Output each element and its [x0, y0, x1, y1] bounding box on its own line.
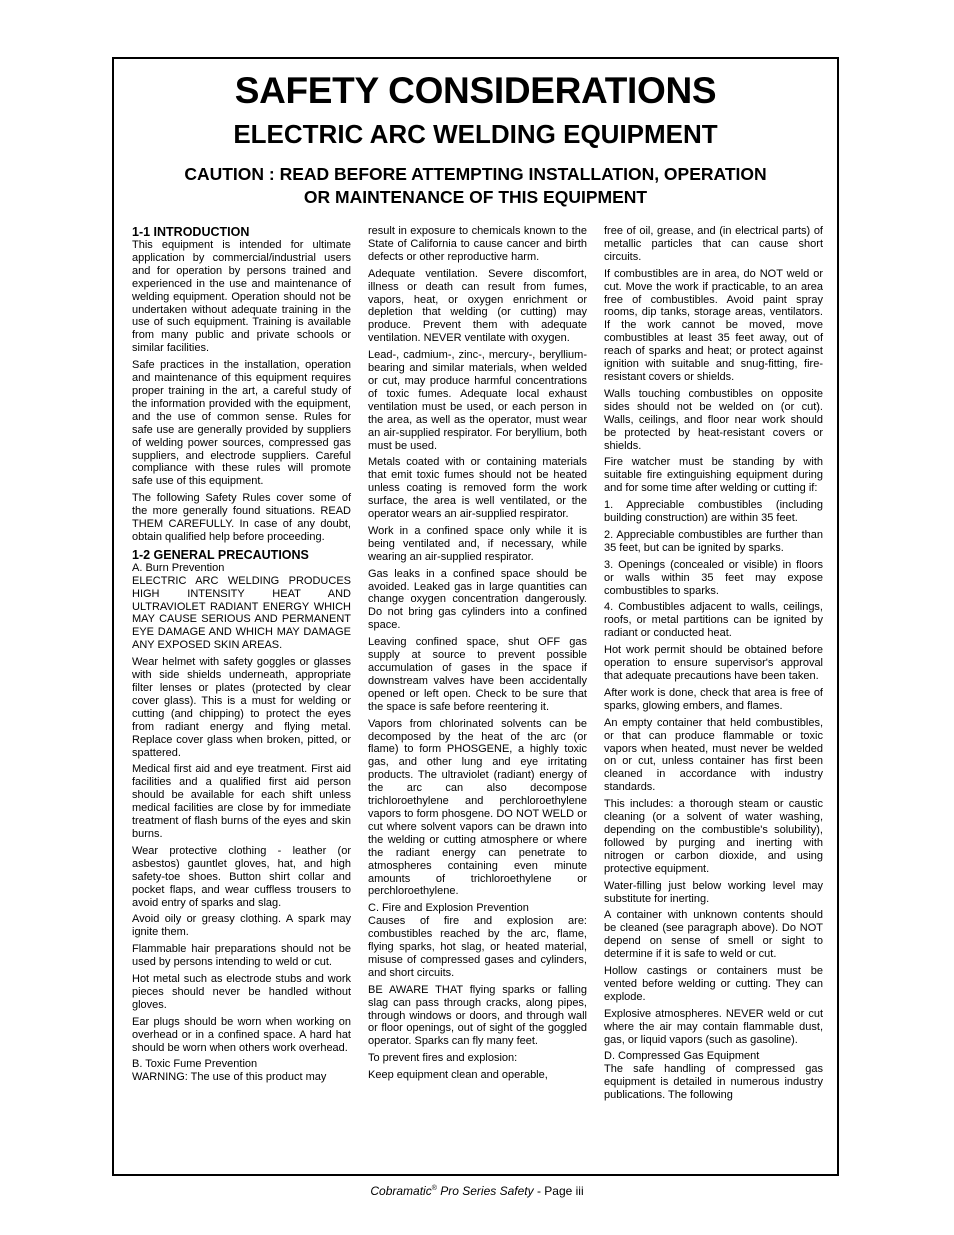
paragraph: Flammable hair preparations should not be used by persons intending to weld or cut.	[132, 943, 351, 969]
section-heading-introduction: 1-1 INTRODUCTION	[132, 225, 250, 239]
caution-heading	[114, 163, 837, 209]
paragraph: Causes of fire and explosion are: combustibles reached by the arc, flame, flying sparks, hot slag, or heated material, misuse of compressed gases and cylinders, and short circuits.	[368, 915, 587, 979]
paragraph: 4. Combustibles adjacent to walls, ceilings, roofs, or metal partitions can be ignited by radiant or conducted heat.	[604, 601, 823, 640]
footer-page-number: - Page iii	[533, 1184, 584, 1198]
caution-line-1: CAUTION : READ BEFORE ATTEMPTING INSTALLATION, OPERATION	[184, 164, 767, 184]
paragraph: Lead-, cadmium-, zinc-, mercury-, beryllium-bearing and similar materials, when welded or cut, may produce harmful concentrations of toxic fumes. Adequate local exhaust ventilation must be used, or each person in the area, as well as the operator, must wear an air-supplied respirator. For beryllium, both must be used.	[368, 349, 587, 452]
paragraph: Keep equipment clean and operable,	[368, 1069, 548, 1082]
footer-series: Pro Series Safety	[436, 1184, 534, 1198]
page-title: SAFETY CONSIDERATIONS	[234, 70, 717, 111]
subsection-heading-compressed-gas: D. Compressed Gas Equipment	[604, 1050, 760, 1063]
caution-line-2: OR MAINTENANCE OF THIS EQUIPMENT	[303, 187, 648, 207]
page-subtitle: ELECTRIC ARC WELDING EQUIPMENT	[233, 119, 718, 149]
column-2	[368, 225, 587, 1086]
paragraph: To prevent fires and explosion:	[368, 1052, 518, 1065]
paragraph: Avoid oily or greasy clothing. A spark may ignite them.	[132, 913, 351, 939]
paragraph: free of oil, grease, and (in electrical parts) of metallic particles that can cause short circuits.	[604, 225, 823, 263]
paragraph: 2. Appreciable combustibles are further than 35 feet, but can be ignited by sparks.	[604, 528, 823, 554]
paragraph: ELECTRIC ARC WELDING PRODUCES HIGH INTENSITY HEAT AND ULTRAVIOLET RADIANT ENERGY WHICH MAY CAUSE SERIOUS AND PERMANENT EYE DAMAGE AND WHICH MAY DAMAGE ANY EXPOSED SKIN AREAS.	[132, 574, 351, 652]
column-3	[604, 225, 823, 1106]
paragraph: Hollow castings or containers must be vented before welding or cutting. They can explode.	[604, 965, 823, 1003]
paragraph: Hot metal such as electrode stubs and work pieces should never be handled without gloves.	[132, 973, 351, 1011]
paragraph: result in exposure to chemicals known to the State of California to cause cancer and birth defects or other reproductive harm.	[368, 225, 587, 263]
paragraph: Vapors from chlorinated solvents can be decomposed by the heat of the arc (or flame) to form PHOSGENE, a highly toxic gas, and other lung and eye irritating products. The ultraviolet (radiant) energy of the arc can also decompose trichloroethylene and perchloroethylene vapors to form phosgene. DO NOT WELD or cut where solvent vapors can be drawn into the welding or cutting atmosphere or where the radiant energy can penetrate to atmospheres containing even minute amounts of trichloroethylene or perchloroethylene.	[368, 717, 587, 898]
paragraph: This includes: a thorough steam or caustic cleaning (or a solvent of water washing, depending on the combustible's solubility), followed by purging and inerting with nitrogen or carbon dioxide, and using protective equipment.	[604, 798, 823, 875]
paragraph: Work in a confined space only while it is being ventilated and, if necessary, while wearing an air-supplied respirator.	[368, 524, 587, 563]
subsection-heading-fire-explosion: C. Fire and Explosion Prevention	[368, 902, 529, 915]
subsection-heading-burn-prevention: A. Burn Prevention	[132, 561, 225, 574]
paragraph: Hot work permit should be obtained before operation to ensure supervisor's approval that adequate precautions have been taken.	[604, 644, 823, 682]
paragraph: Gas leaks in a confined space should be avoided. Leaked gas in large quantities can change oxygen concentration dangerously. Do not bring gas cylinders into a confined space.	[368, 567, 587, 632]
section-heading-general-precautions: 1-2 GENERAL PRECAUTIONS	[132, 547, 309, 562]
subsection-heading-toxic-fume: B. Toxic Fume Prevention	[132, 1058, 258, 1071]
paragraph: An empty container that held combustibles, or that can produce flammable or toxic vapors when heated, must never be welded on or cut, unless container has first been cleaned in accordance with industry standards.	[604, 716, 823, 794]
paragraph: WARNING: The use of this product may	[132, 1071, 327, 1084]
column-1	[132, 225, 351, 1088]
paragraph: The safe handling of compressed gas equipment is detailed in numerous industry publications. The following	[604, 1063, 823, 1102]
paragraph: The following Safety Rules cover some of the more generally found situations. READ THEM CAREFULLY. In case of any doubt, obtain qualified help before proceeding.	[132, 492, 351, 543]
paragraph: This equipment is intended for ultimate application by commercial/industrial users and for operation by persons trained and experienced in the use and maintenance of welding equipment. Operation should not be undertaken without adequate training in the use of such equipment. Training is available from many public and private schools or similar facilities.	[132, 239, 351, 355]
paragraph: 3. Openings (concealed or visible) in floors or walls within 35 feet may expose combustibles to sparks.	[604, 558, 823, 597]
paragraph: Ear plugs should be worn when working on overhead or in a confined space. A hard hat should be worn when others work overhead.	[132, 1015, 351, 1054]
paragraph: Fire watcher must be standing by with suitable fire extinguishing equipment during and for some time after welding or cutting if:	[604, 456, 823, 495]
paragraph: Adequate ventilation. Severe discomfort, illness or death can result from fumes, vapors, heat, or oxygen enrichment or depletion that welding (or cutting) may produce. Prevent them with adequate ventilation. NEVER ventilate with oxygen.	[368, 267, 587, 345]
footer-registered-mark: ®	[431, 1185, 437, 1192]
paragraph: BE AWARE THAT flying sparks or falling slag can pass through cracks, along pipes, through windows or doors, and through wall or floor openings, out of sight of the goggled operator. Sparks can fly many feet.	[368, 983, 587, 1048]
paragraph: Medical first aid and eye treatment. First aid facilities and a qualified first aid person should be available for each shift unless medical facilities are close by for immediate treatment of flash burns of the eyes and skin burns.	[132, 763, 351, 840]
paragraph: After work is done, check that area is free of sparks, glowing embers, and flames.	[604, 686, 823, 712]
paragraph: If combustibles are in area, do NOT weld or cut. Move the work if practicable, to an area free of combustibles. Avoid paint spray rooms, dip tanks, storage areas, ventilators. If the work cannot be moved, move combustibles at least 35 feet away, out of reach of sparks and heat; or protect against ignition with suitable and snug-fitting, fire-resistant covers or shields.	[604, 267, 823, 383]
paragraph: Safe practices in the installation, operation and maintenance of this equipment requires proper training in the art, a careful study of the information provided with the equipment, and the use of common sense. Rules for safe use are generally provided by suppliers of welding power sources, compressed gas suppliers, and electrode suppliers. Careful compliance with these rules will promote safe use of this equipment.	[132, 359, 351, 488]
page-frame	[112, 57, 839, 1176]
footer-brand: Cobramatic	[370, 1184, 432, 1198]
paragraph: Wear protective clothing - leather (or asbestos) gauntlet gloves, hat, and high safety-toe shoes. Button shirt collar and pocket flaps, and wear cuffless trousers to avoid entry of sparks and slag.	[132, 844, 351, 909]
paragraph: Walls touching combustibles on opposite sides should not be welded on (or cut). Walls, ceilings, and floor near work should be protected by heat-resistant covers or shields.	[604, 387, 823, 452]
paragraph: Wear helmet with safety goggles or glasses with side shields underneath, appropriate filter lenses or plates (protected by clear cover glass). This is a must for welding or cutting (and chipping) to protect the eyes from radiant energy and flying metal. Replace cover glass when broken, pitted, or spattered.	[132, 656, 351, 759]
paragraph: Metals coated with or containing materials that emit toxic fumes should not be heated unless coating is removed form the work surface, the area is well ventilated, or the operator wears an air-supplied respirator.	[368, 456, 587, 521]
paragraph: Explosive atmospheres. NEVER weld or cut where the air may contain flammable dust, gas, or liquid vapors (such as gasoline).	[604, 1007, 823, 1046]
paragraph: 1. Appreciable combustibles (including building construction) are within 35 feet.	[604, 499, 823, 525]
paragraph: Leaving confined space, shut OFF gas supply at source to prevent possible accumulation of gases in the space if downstream valves have been accidentally opened or left open. Check to be sure that the space is safe before reentering it.	[368, 636, 587, 713]
page-footer	[0, 1184, 954, 1198]
paragraph: Water-filling just below working level may substitute for inerting.	[604, 879, 823, 905]
paragraph: A container with unknown contents should be cleaned (see paragraph above). Do NOT depend on sense of smell or sight to determine if it is safe to weld or cut.	[604, 909, 823, 961]
